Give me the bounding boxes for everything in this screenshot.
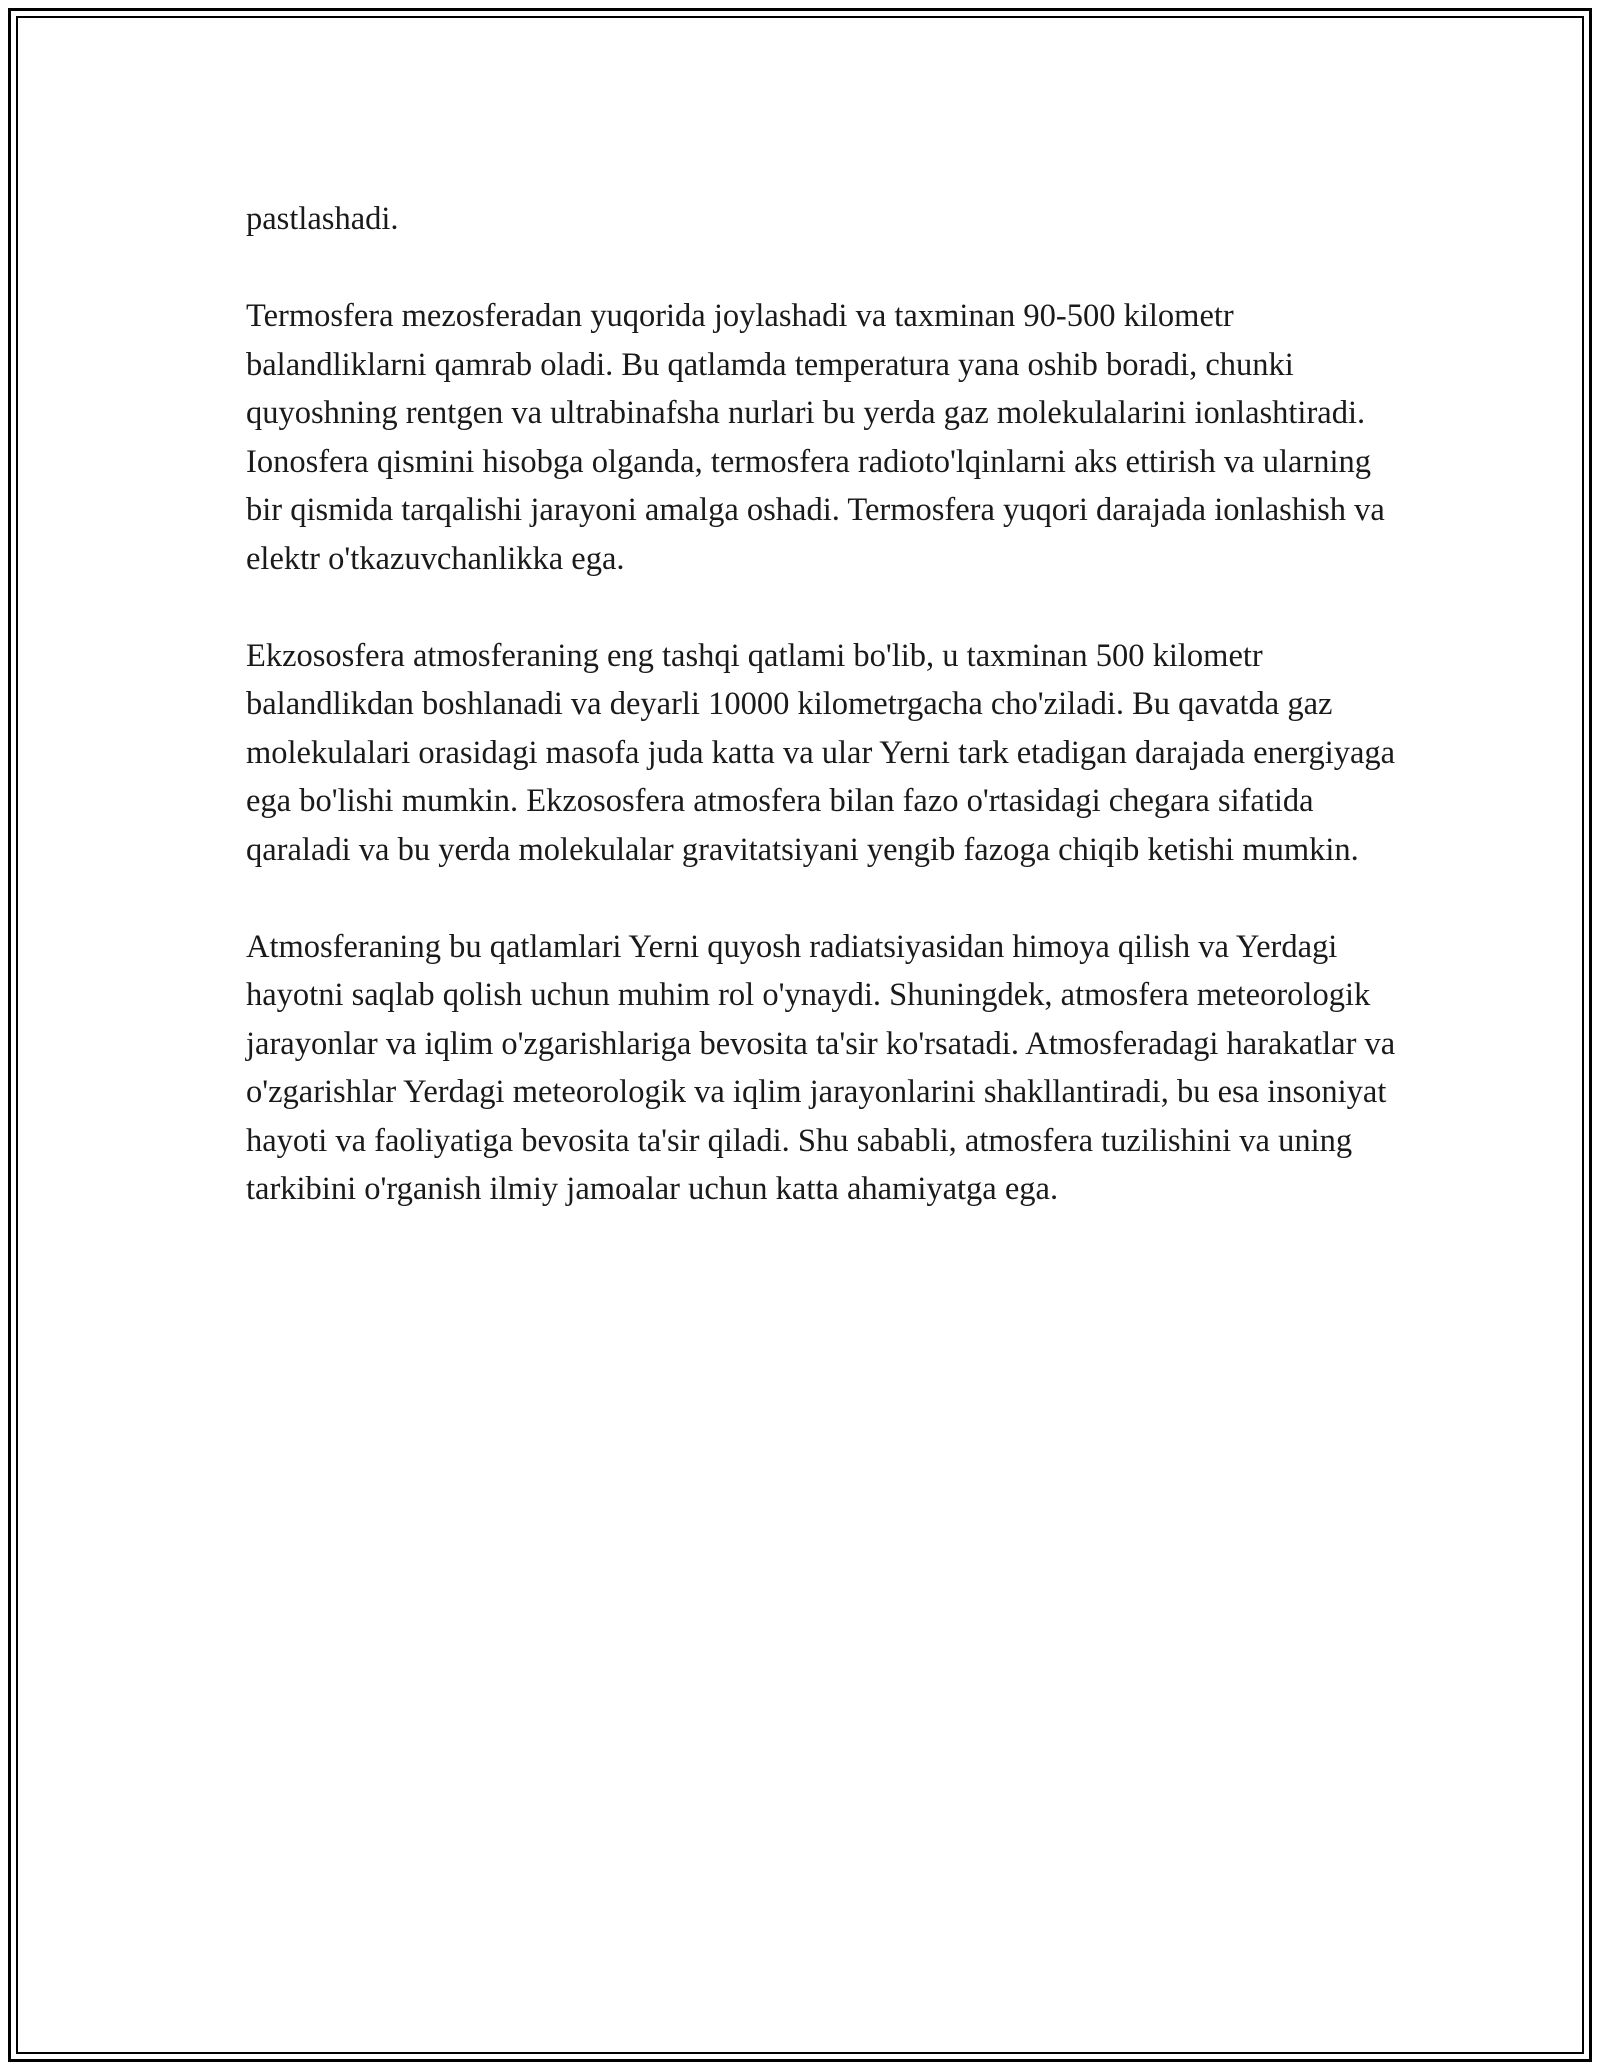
paragraph-termosfera: Termosfera mezosferadan yuqorida joylashadi va taxminan 90-500 kilometr balandliklarni qamrab oladi. Bu qatlamda temperatura yana oshib boradi, chunki quyoshning rentgen va ultrabinafsha nurlari bu yerda gaz molekulalarini ionlashtiradi. Ionosfera qismini hisobga olganda, termosfera radioto'lqinlarni aks ettirish va ularning bir qismida tarqalishi jarayoni amalga oshadi. Termosfera yuqori darajada ionlashish va elektr o'tkazuvchanlikka ega. [246, 298, 1385, 577]
paragraph-atmosfera-qatlamlari: Atmosferaning bu qatlamlari Yerni quyosh radiatsiyasidan himoya qilish va Yerdagi hayotni saqlab qolish uchun muhim rol o'ynaydi. Shuningdek, atmosfera meteorologik jarayonlar va iqlim o'zgarishlariga bevosita ta'sir ko'rsatadi. Atmosferadagi harakatlar va o'zgarishlar Yerdagi meteorologik va iqlim jarayonlarini shakllantiradi, bu esa insoniyat hayoti va faoliyatiga bevosita ta'sir qiladi. Shu sababli, atmosfera tuzilishini va uning tarkibini o'rganish ilmiy jamoalar uchun katta ahamiyatga ega. [246, 928, 1396, 1207]
paragraph-ekzososfera: Ekzososfera atmosferaning eng tashqi qatlami bo'lib, u taxminan 500 kilometr balandlikdan boshlanadi va deyarli 10000 kilometrgacha cho'ziladi. Bu qavatda gaz molekulalari orasidagi masofa juda katta va ular Yerni tark etadigan darajada energiyaga ega bo'lishi mumkin. Ekzososfera atmosfera bilan fazo o'rtasidagi chegara sifatida qaraladi va bu yerda molekulalar gravitatsiyani yengib fazoga chiqib ketishi mumkin. [246, 637, 1396, 868]
page-frame [8, 8, 1592, 2062]
paragraph-continuation: pastlashadi. [246, 201, 399, 237]
document-body [246, 195, 1406, 1214]
